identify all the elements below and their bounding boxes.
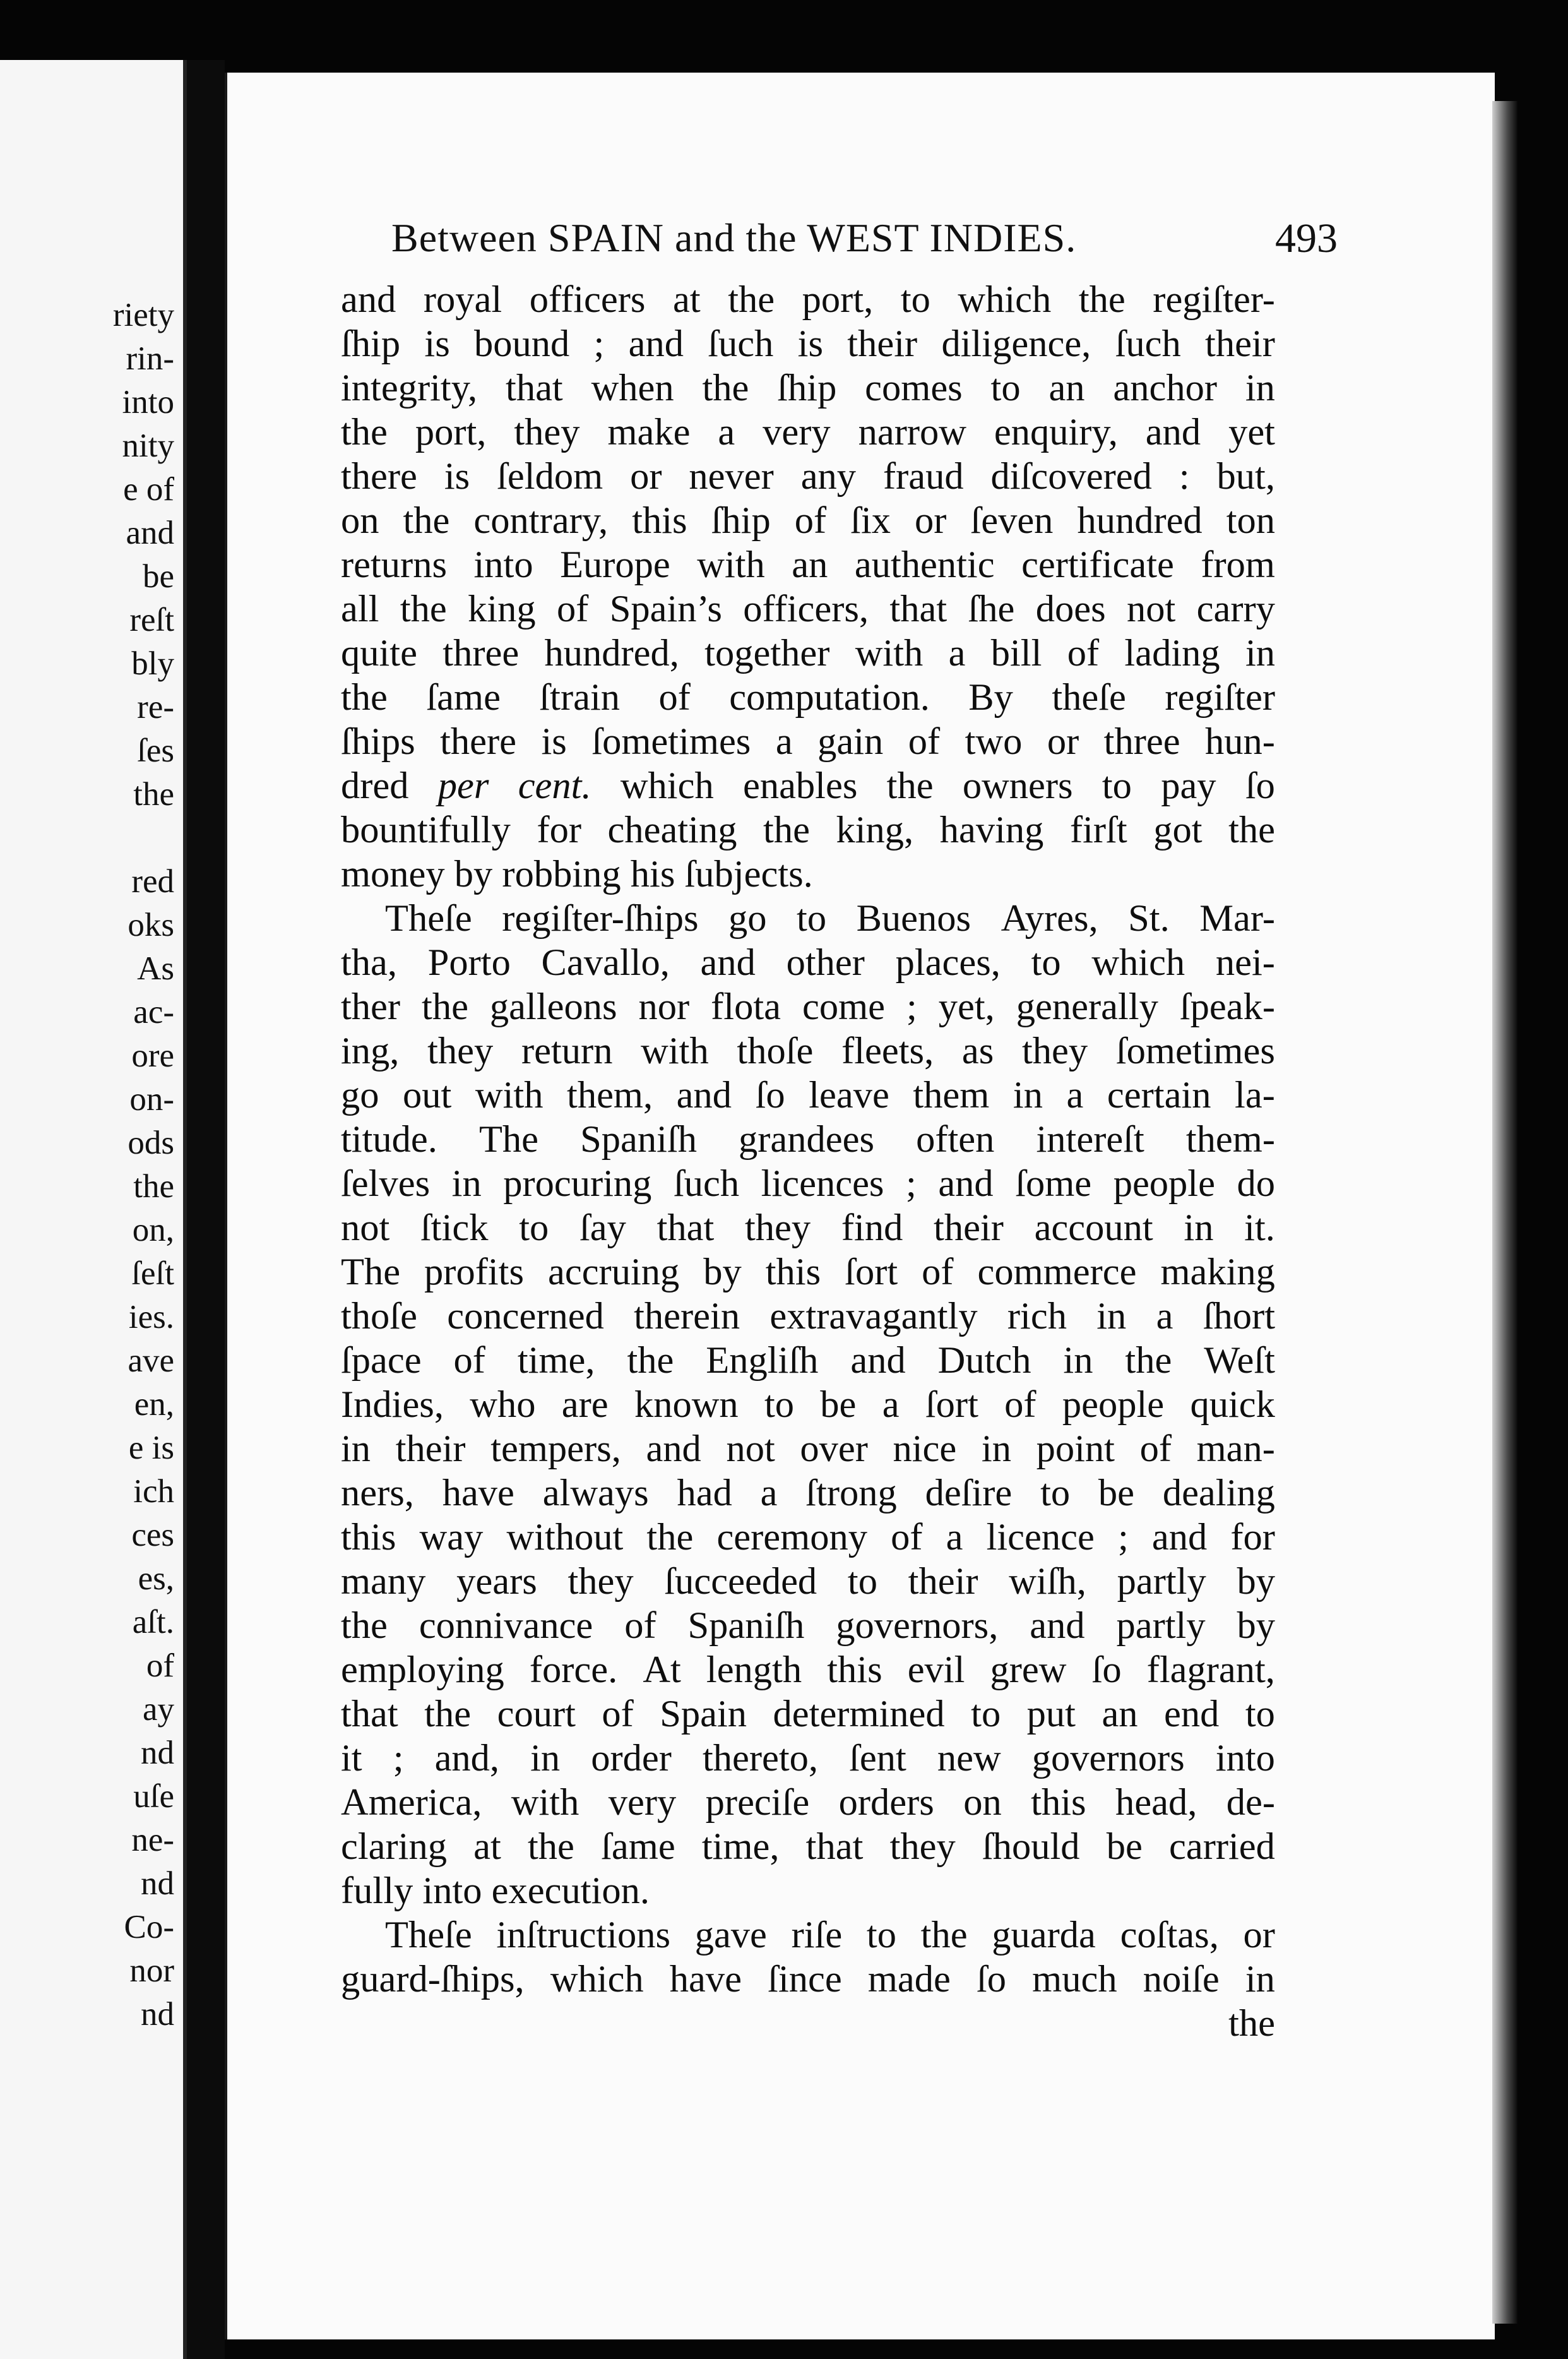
text-line: integrity, that when the ſhip comes to an anchor in — [341, 367, 1275, 409]
text-line: quite three hundred, together with a bill of lading in — [341, 632, 1275, 674]
facing-page-fragment-line: ſeſt — [131, 1255, 174, 1292]
facing-page-fragment-line: nd — [141, 1865, 174, 1902]
text-line: there is ſeldom or never any fraud diſcovered : but, — [341, 455, 1275, 498]
book-gutter — [187, 60, 225, 2359]
facing-page-fragment-line: ods — [128, 1125, 174, 1161]
text-line: that the court of Spain determined to put an end to — [341, 1693, 1275, 1735]
text-line: bountifully for cheating the king, having firſt got the — [341, 809, 1275, 851]
facing-page-fragment-line: Co- — [124, 1909, 174, 1945]
facing-page-fragment-line: e is — [128, 1430, 174, 1466]
text-line: in their tempers, and not over nice in point of man- — [341, 1428, 1275, 1470]
text-line: not ſtick to ſay that they find their account in it. — [341, 1207, 1275, 1249]
text-line: tha, Porto Cavallo, and other places, to which nei- — [341, 941, 1275, 984]
facing-page-fragment-line: ay — [142, 1691, 174, 1728]
facing-page-fragment-line: nd — [141, 1735, 174, 1771]
text-line: dred per cent. which enables the owners to pay ſo — [341, 765, 1275, 807]
text-line: employing force. At length this evil grew ſo flagrant, — [341, 1649, 1275, 1691]
facing-page-fragment-line: reſt — [129, 602, 174, 638]
facing-page-fragment-line: on- — [129, 1081, 174, 1118]
text-line: ther the galleons nor flota come ; yet, generally ſpeak- — [341, 986, 1275, 1028]
text-line: this way without the ceremony of a licence ; and for — [341, 1516, 1275, 1558]
facing-page-fragment-line: and — [126, 515, 174, 551]
facing-page-fragment-line: nity — [122, 427, 174, 464]
text-line: Theſe inſtructions gave riſe to the guarda coſtas, or — [385, 1914, 1275, 1956]
text-line: and royal officers at the port, to which the regiſter- — [341, 278, 1275, 321]
facing-page-fragment-line: re- — [137, 689, 174, 726]
facing-page-fragment-line: en, — [134, 1386, 174, 1423]
facing-page-fragment-line: nd — [141, 1996, 174, 2033]
text-line: titude. The Spaniſh grandees often intereſt them- — [341, 1118, 1275, 1161]
facing-page-fragment-line: ac- — [133, 994, 174, 1030]
text-line: the — [1228, 2002, 1275, 2045]
facing-page-fragment-line: ies. — [128, 1299, 174, 1335]
facing-page-fragment-line: the — [133, 1168, 174, 1205]
text-line: thoſe concerned therein extravagantly rich in a ſhort — [341, 1295, 1275, 1337]
text-line: it ; and, in order thereto, ſent new governors into — [341, 1737, 1275, 1779]
text-line: ſhips there is ſometimes a gain of two or three hun- — [341, 720, 1275, 763]
text-line: on the contrary, this ſhip of ſix or ſeven hundred ton — [341, 499, 1275, 542]
page-edge-shadow — [1492, 101, 1518, 2324]
text-line: the port, they make a very narrow enquiry, and yet — [341, 411, 1275, 453]
text-line: The profits accruing by this ſort of commerce making — [341, 1251, 1275, 1293]
text-line: many years they ſucceeded to their wiſh, partly by — [341, 1560, 1275, 1603]
facing-page-fragment-line: ore — [131, 1037, 174, 1074]
text-line: money by robbing his ſubjects. — [341, 853, 813, 895]
facing-page-fragment-line: es, — [138, 1560, 174, 1597]
facing-page-fragment-line: aſt. — [132, 1604, 174, 1640]
text-line: America, with very preciſe orders on this head, de- — [341, 1781, 1275, 1824]
text-line: ſhip is bound ; and ſuch is their diligence, ſuch their — [341, 323, 1275, 365]
text-line: ſelves in procuring ſuch licences ; and ſome people do — [341, 1162, 1275, 1205]
text-line: go out with them, and ſo leave them in a certain la- — [341, 1074, 1275, 1116]
text-line: fully into execution. — [341, 1870, 650, 1912]
page-number: 493 — [1275, 215, 1338, 261]
facing-page-fragment-line: rin- — [126, 340, 174, 377]
facing-page-fragment-line: riety — [112, 297, 174, 333]
text-line: ners, have always had a ſtrong deſire to be dealing — [341, 1472, 1275, 1514]
facing-page-fragment-line: ich — [133, 1473, 174, 1510]
facing-page-fragment-line: into — [122, 384, 174, 421]
facing-page-fragment-line: oks — [128, 907, 174, 943]
text-line: Indies, who are known to be a ſort of people quick — [341, 1383, 1275, 1426]
facing-page-fragment-line: be — [142, 558, 174, 595]
facing-page-fragment-line: e of — [123, 471, 174, 508]
facing-page-fragment-line: ne- — [131, 1822, 174, 1858]
text-line: the connivance of Spaniſh governors, and partly by — [341, 1604, 1275, 1647]
facing-page-fragment-line: ave — [128, 1342, 174, 1379]
text-line: all the king of Spain’s officers, that ſhe does not carry — [341, 588, 1275, 630]
facing-page-fragment — [0, 60, 187, 2359]
text-line: ing, they return with thoſe fleets, as they ſometimes — [341, 1030, 1275, 1072]
text-line: ſpace of time, the Engliſh and Dutch in the Weſt — [341, 1339, 1275, 1382]
text-line: guard-ſhips, which have ſince made ſo much noiſe in — [341, 1958, 1275, 2000]
text-line: claring at the ſame time, that they ſhould be carried — [341, 1825, 1275, 1868]
running-head — [391, 215, 1338, 261]
text-line: Theſe regiſter-ſhips go to Buenos Ayres, St. Mar- — [385, 897, 1275, 940]
facing-page-fragment-line: As — [137, 950, 174, 987]
facing-page-fragment-line: red — [131, 863, 174, 900]
running-head-title: Between SPAIN and the WEST INDIES. — [391, 215, 1077, 260]
text-line: the ſame ſtrain of computation. By theſe regiſter — [341, 676, 1275, 719]
facing-page-fragment-line: the — [133, 776, 174, 813]
body-text — [341, 278, 1275, 2046]
facing-page-fragment-line: ſes — [137, 732, 174, 769]
facing-page-fragment-line: bly — [131, 645, 174, 682]
facing-page-fragment-line: on, — [132, 1212, 174, 1248]
facing-page-fragment-line: ces — [131, 1517, 174, 1553]
text-line: returns into Europe with an authentic certificate from — [341, 544, 1275, 586]
facing-page-fragment-line: uſe — [133, 1778, 174, 1815]
facing-page-fragment-line: nor — [129, 1952, 174, 1989]
facing-page-fragment-line: of — [146, 1647, 174, 1684]
